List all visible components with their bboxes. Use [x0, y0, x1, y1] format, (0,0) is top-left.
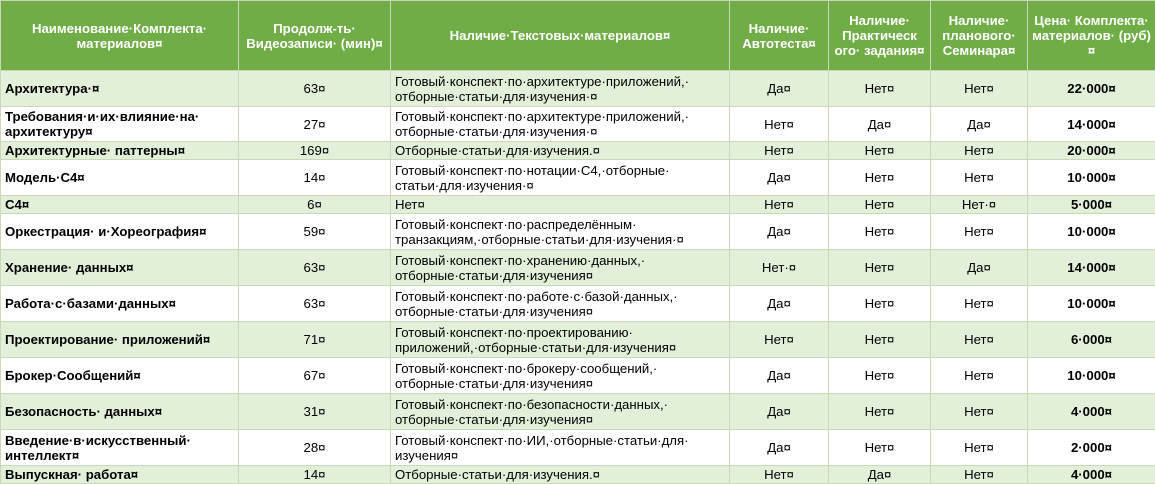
row-materials: Нет¤	[391, 196, 730, 214]
row-duration: 67¤	[239, 358, 391, 394]
row-materials: Готовый·конспект·по·ИИ,·отборные·статьи·для· изучения¤	[391, 430, 730, 466]
row-autotest: Да¤	[730, 71, 829, 107]
row-name: Архитектура·¤	[1, 71, 239, 107]
header-cell-duration: Продолж-ть· Видеозаписи· (мин)¤	[239, 1, 391, 71]
table-row	[1, 358, 1155, 394]
row-materials: Готовый·конспект·по·работе·с·базой·данных,· отборные·статьи·для·изучения¤	[391, 286, 730, 322]
row-duration: 63¤	[239, 286, 391, 322]
row-autotest: Да¤	[730, 214, 829, 250]
table-row	[1, 286, 1155, 322]
row-seminar: Да¤	[931, 107, 1028, 142]
row-duration: 71¤	[239, 322, 391, 358]
row-autotest: Нет¤	[730, 196, 829, 214]
row-name: Хранение· данных¤	[1, 250, 239, 286]
row-duration: 169¤	[239, 142, 391, 160]
table-row	[1, 142, 1155, 160]
row-materials: Готовый·конспект·по·брокеру·сообщений,· отборные·статьи·для·изучения¤	[391, 358, 730, 394]
table-row	[1, 430, 1155, 466]
row-price: 10·000¤	[1028, 358, 1155, 394]
row-seminar: Нет¤	[931, 286, 1028, 322]
row-autotest: Нет·¤	[730, 250, 829, 286]
row-name: Проектирование· приложений¤	[1, 322, 239, 358]
row-seminar: Нет¤	[931, 430, 1028, 466]
row-seminar: Нет¤	[931, 466, 1028, 484]
row-duration: 14¤	[239, 466, 391, 484]
row-materials: Готовый·конспект·по·хранению·данных,· отборные·статьи·для·изучения¤	[391, 250, 730, 286]
row-autotest: Нет¤	[730, 107, 829, 142]
table-row	[1, 394, 1155, 430]
row-seminar: Нет¤	[931, 160, 1028, 196]
row-duration: 59¤	[239, 214, 391, 250]
row-seminar: Нет¤	[931, 142, 1028, 160]
row-materials: Готовый·конспект·по·распределённым· транзакциям,·отборные·статьи·для·изучения·¤	[391, 214, 730, 250]
row-name: С4¤	[1, 196, 239, 214]
row-practice: Нет¤	[829, 430, 931, 466]
row-duration: 31¤	[239, 394, 391, 430]
row-materials: Готовый·конспект·по·нотации·С4,·отборные· статьи·для·изучения·¤	[391, 160, 730, 196]
row-autotest: Нет¤	[730, 142, 829, 160]
row-materials: Готовый·конспект·по·архитектуре·приложений,· отборные·статьи·для·изучения·¤	[391, 107, 730, 142]
row-price: 10·000¤	[1028, 214, 1155, 250]
row-name: Брокер·Сообщений¤	[1, 358, 239, 394]
row-materials: Отборные·статьи·для·изучения.¤	[391, 466, 730, 484]
row-price: 4·000¤	[1028, 394, 1155, 430]
table-row	[1, 196, 1155, 214]
row-practice: Нет¤	[829, 196, 931, 214]
row-seminar: Нет¤	[931, 71, 1028, 107]
row-duration: 28¤	[239, 430, 391, 466]
row-price: 4·000¤	[1028, 466, 1155, 484]
table-row	[1, 250, 1155, 286]
row-price: 14·000¤	[1028, 250, 1155, 286]
header-cell-seminar: Наличие· планового· Семинара¤	[931, 1, 1028, 71]
row-autotest: Да¤	[730, 358, 829, 394]
row-practice: Да¤	[829, 466, 931, 484]
row-seminar: Нет¤	[931, 394, 1028, 430]
table-row	[1, 107, 1155, 142]
row-practice: Нет¤	[829, 142, 931, 160]
row-duration: 6¤	[239, 196, 391, 214]
row-autotest: Да¤	[730, 286, 829, 322]
row-name: Оркестрация· и·Хореография¤	[1, 214, 239, 250]
row-name: Требования·и·их·влияние·на· архитектуру¤	[1, 107, 239, 142]
row-materials: Готовый·конспект·по·архитектуре·приложений,· отборные·статьи·для·изучения·¤	[391, 71, 730, 107]
row-seminar: Нет¤	[931, 358, 1028, 394]
row-price: 10·000¤	[1028, 286, 1155, 322]
row-price: 5·000¤	[1028, 196, 1155, 214]
row-duration: 63¤	[239, 250, 391, 286]
header-cell-materials: Наличие·Текстовых·материалов¤	[391, 1, 730, 71]
row-name: Выпускная· работа¤	[1, 466, 239, 484]
row-practice: Нет¤	[829, 214, 931, 250]
row-practice: Нет¤	[829, 286, 931, 322]
row-name: Архитектурные· паттерны¤	[1, 142, 239, 160]
row-duration: 27¤	[239, 107, 391, 142]
row-practice: Нет¤	[829, 250, 931, 286]
table-row	[1, 214, 1155, 250]
table-row	[1, 160, 1155, 196]
header-row	[1, 1, 1155, 71]
row-price: 6·000¤	[1028, 322, 1155, 358]
row-price: 22·000¤	[1028, 71, 1155, 107]
row-duration: 14¤	[239, 160, 391, 196]
row-materials: Готовый·конспект·по·проектированию· приложений,·отборные·статьи·для·изучения¤	[391, 322, 730, 358]
header-cell-autotest: Наличие· Автотеста¤	[730, 1, 829, 71]
row-materials: Готовый·конспект·по·безопасности·данных,· отборные·статьи·для·изучения¤	[391, 394, 730, 430]
row-name: Безопасность· данных¤	[1, 394, 239, 430]
header-cell-price: Цена· Комплекта· материалов· (руб)¤	[1028, 1, 1155, 71]
row-name: Введение·в·искусственный· интеллект¤	[1, 430, 239, 466]
row-materials: Отборные·статьи·для·изучения.¤	[391, 142, 730, 160]
row-price: 20·000¤	[1028, 142, 1155, 160]
row-seminar: Да¤	[931, 250, 1028, 286]
row-practice: Нет¤	[829, 160, 931, 196]
table-row	[1, 71, 1155, 107]
row-price: 10·000¤	[1028, 160, 1155, 196]
row-name: Модель·С4¤	[1, 160, 239, 196]
row-seminar: Нет¤	[931, 214, 1028, 250]
row-autotest: Да¤	[730, 160, 829, 196]
row-practice: Нет¤	[829, 358, 931, 394]
row-price: 14·000¤	[1028, 107, 1155, 142]
row-practice: Да¤	[829, 107, 931, 142]
header-cell-practice: Наличие· Практическ ого· задания¤	[829, 1, 931, 71]
row-seminar: Нет¤	[931, 322, 1028, 358]
row-duration: 63¤	[239, 71, 391, 107]
row-autotest: Да¤	[730, 394, 829, 430]
row-autotest: Нет¤	[730, 466, 829, 484]
row-name: Работа·с·базами·данных¤	[1, 286, 239, 322]
row-practice: Нет¤	[829, 71, 931, 107]
row-practice: Нет¤	[829, 322, 931, 358]
row-autotest: Да¤	[730, 430, 829, 466]
row-autotest: Нет¤	[730, 322, 829, 358]
row-seminar: Нет·¤	[931, 196, 1028, 214]
table-row	[1, 322, 1155, 358]
header-cell-name: Наименование·Комплекта· материалов¤	[1, 1, 239, 71]
row-practice: Нет¤	[829, 394, 931, 430]
row-price: 2·000¤	[1028, 430, 1155, 466]
